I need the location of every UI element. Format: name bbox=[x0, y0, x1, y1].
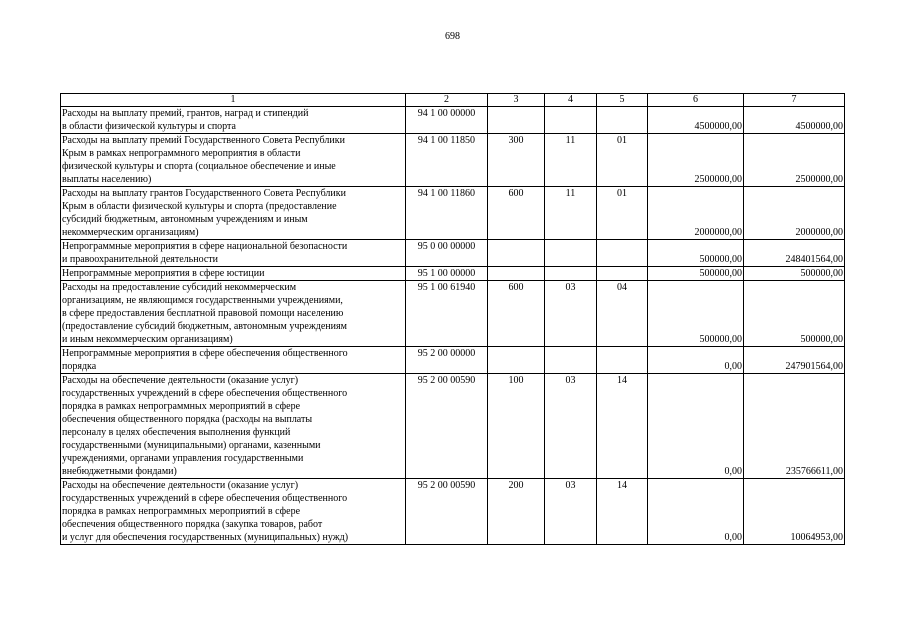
amount-cell: 0,00 bbox=[648, 479, 744, 545]
amount-cell: 0,00 bbox=[648, 374, 744, 479]
target-code-cell: 95 1 00 61940 bbox=[406, 281, 488, 347]
expense-type-cell: 600 bbox=[488, 281, 545, 347]
table-row bbox=[61, 267, 845, 281]
expense-type-cell: 300 bbox=[488, 134, 545, 187]
column-header: 7 bbox=[744, 94, 845, 107]
expense-name-cell bbox=[61, 479, 406, 545]
table-row bbox=[61, 107, 845, 134]
target-code-cell: 94 1 00 11850 bbox=[406, 134, 488, 187]
expense-type-cell: 200 bbox=[488, 479, 545, 545]
table-row bbox=[61, 347, 845, 374]
expense-name-line: выплаты населению) bbox=[62, 174, 152, 185]
table-row bbox=[61, 240, 845, 267]
expense-name-line: Непрограммные мероприятия в сфере обеспечения общественного bbox=[62, 348, 348, 359]
expense-type-cell bbox=[488, 107, 545, 134]
expense-name-cell bbox=[61, 187, 406, 240]
expense-name-line: в сфере предоставления бесплатной правовой помощи населению bbox=[62, 308, 344, 319]
target-code-cell: 95 2 00 00000 bbox=[406, 347, 488, 374]
target-code-cell: 95 2 00 00590 bbox=[406, 374, 488, 479]
amount-cell: 0,00 bbox=[648, 347, 744, 374]
expense-name-line: персоналу в целях обеспечения выполнения функций bbox=[62, 427, 291, 438]
expense-name-line: обеспечения общественного порядка (расходы на выплаты bbox=[62, 414, 313, 425]
expense-type-cell bbox=[488, 347, 545, 374]
expense-name-cell bbox=[61, 240, 406, 267]
subsection-cell: 01 bbox=[597, 187, 648, 240]
amount-cell: 2000000,00 bbox=[648, 187, 744, 240]
expense-name-line: Расходы на обеспечение деятельности (оказание услуг) bbox=[62, 375, 299, 386]
expense-name-line: и услуг для обеспечения государственных (муниципальных) нужд) bbox=[62, 532, 349, 543]
table-row bbox=[61, 374, 845, 479]
target-code-cell: 94 1 00 00000 bbox=[406, 107, 488, 134]
expense-name-line: некоммерческим организациям) bbox=[62, 227, 199, 238]
expense-type-cell bbox=[488, 267, 545, 281]
expense-name-line: Крым в рамках непрограммного мероприятия в области bbox=[62, 148, 301, 159]
amount-cell: 2000000,00 bbox=[744, 187, 845, 240]
subsection-cell: 01 bbox=[597, 134, 648, 187]
section-cell bbox=[545, 267, 597, 281]
expense-name-line: и правоохранительной деятельности bbox=[62, 254, 218, 265]
expense-name-line: обеспечения общественного порядка (закупка товаров, работ bbox=[62, 519, 323, 530]
subsection-cell: 04 bbox=[597, 281, 648, 347]
column-header: 5 bbox=[597, 94, 648, 107]
expense-name-cell bbox=[61, 281, 406, 347]
amount-cell: 235766611,00 bbox=[744, 374, 845, 479]
subsection-cell bbox=[597, 267, 648, 281]
table-row bbox=[61, 187, 845, 240]
column-header: 3 bbox=[488, 94, 545, 107]
expense-name-cell bbox=[61, 347, 406, 374]
target-code-cell: 95 0 00 00000 bbox=[406, 240, 488, 267]
expense-type-cell: 100 bbox=[488, 374, 545, 479]
subsection-cell: 14 bbox=[597, 374, 648, 479]
table-row bbox=[61, 134, 845, 187]
column-number-row bbox=[61, 94, 845, 107]
expense-name-line: Расходы на предоставление субсидий некоммерческим bbox=[62, 282, 297, 293]
subsection-cell bbox=[597, 107, 648, 134]
table-body bbox=[61, 107, 845, 545]
target-code-cell: 94 1 00 11860 bbox=[406, 187, 488, 240]
section-cell: 03 bbox=[545, 374, 597, 479]
expense-type-cell bbox=[488, 240, 545, 267]
expense-name-line: порядка bbox=[62, 361, 97, 372]
expense-name-line: в области физической культуры и спорта bbox=[62, 121, 236, 132]
column-header: 4 bbox=[545, 94, 597, 107]
subsection-cell bbox=[597, 240, 648, 267]
amount-cell: 500000,00 bbox=[744, 281, 845, 347]
expense-name-cell bbox=[61, 267, 406, 281]
section-cell bbox=[545, 107, 597, 134]
expense-name-line: порядка в рамках непрограммных мероприятий в сфере bbox=[62, 506, 301, 517]
amount-cell: 500000,00 bbox=[648, 240, 744, 267]
expense-name-line: субсидий бюджетным, автономным учреждениям и иным bbox=[62, 214, 308, 225]
amount-cell: 248401564,00 bbox=[744, 240, 845, 267]
page-number: 698 bbox=[445, 31, 460, 42]
expense-name-line: (предоставление субсидий бюджетным, автономным учреждениям bbox=[62, 321, 347, 332]
subsection-cell: 14 bbox=[597, 479, 648, 545]
amount-cell: 500000,00 bbox=[648, 281, 744, 347]
expense-name-cell bbox=[61, 134, 406, 187]
target-code-cell: 95 1 00 00000 bbox=[406, 267, 488, 281]
section-cell: 11 bbox=[545, 187, 597, 240]
column-header: 1 bbox=[61, 94, 406, 107]
expense-name-line: и иным некоммерческим организациям) bbox=[62, 334, 233, 345]
budget-table bbox=[60, 93, 845, 545]
column-header: 6 bbox=[648, 94, 744, 107]
expense-name-line: Расходы на выплату премий, грантов, наград и стипендий bbox=[62, 108, 309, 119]
expense-name-line: Непрограммные мероприятия в сфере национальной безопасности bbox=[62, 241, 348, 252]
section-cell bbox=[545, 240, 597, 267]
amount-cell: 10064953,00 bbox=[744, 479, 845, 545]
column-header: 2 bbox=[406, 94, 488, 107]
expense-name-line: физической культуры и спорта (социальное обеспечение и иные bbox=[62, 161, 336, 172]
expense-name-cell bbox=[61, 374, 406, 479]
amount-cell: 247901564,00 bbox=[744, 347, 845, 374]
expense-name-line: Расходы на обеспечение деятельности (оказание услуг) bbox=[62, 480, 299, 491]
expense-name-cell bbox=[61, 107, 406, 134]
expense-name-line: организациям, не являющимся государственными учреждениями, bbox=[62, 295, 343, 306]
expense-name-line: внебюджетными фондами) bbox=[62, 466, 177, 477]
expense-name-line: Расходы на выплату премий Государственного Совета Республики bbox=[62, 135, 345, 146]
expense-name-line: Расходы на выплату грантов Государственного Совета Республики bbox=[62, 188, 346, 199]
target-code-cell: 95 2 00 00590 bbox=[406, 479, 488, 545]
section-cell: 03 bbox=[545, 479, 597, 545]
expense-name-line: учреждениями, органами управления государственными bbox=[62, 453, 304, 464]
section-cell: 11 bbox=[545, 134, 597, 187]
amount-cell: 2500000,00 bbox=[648, 134, 744, 187]
expense-name-line: Непрограммные мероприятия в сфере юстиции bbox=[62, 268, 265, 279]
expense-type-cell: 600 bbox=[488, 187, 545, 240]
table-row bbox=[61, 281, 845, 347]
table-row bbox=[61, 479, 845, 545]
expense-name-line: порядка в рамках непрограммных мероприятий в сфере bbox=[62, 401, 301, 412]
section-cell: 03 bbox=[545, 281, 597, 347]
amount-cell: 500000,00 bbox=[648, 267, 744, 281]
expense-name-line: Крым в области физической культуры и спорта (предоставление bbox=[62, 201, 337, 212]
expense-name-line: государственных учреждений в сфере обеспечения общественного bbox=[62, 388, 348, 399]
expense-name-line: государственных учреждений в сфере обеспечения общественного bbox=[62, 493, 348, 504]
amount-cell: 2500000,00 bbox=[744, 134, 845, 187]
subsection-cell bbox=[597, 347, 648, 374]
expense-name-line: государственными (муниципальными) органами, казенными bbox=[62, 440, 321, 451]
amount-cell: 4500000,00 bbox=[744, 107, 845, 134]
amount-cell: 4500000,00 bbox=[648, 107, 744, 134]
amount-cell: 500000,00 bbox=[744, 267, 845, 281]
section-cell bbox=[545, 347, 597, 374]
